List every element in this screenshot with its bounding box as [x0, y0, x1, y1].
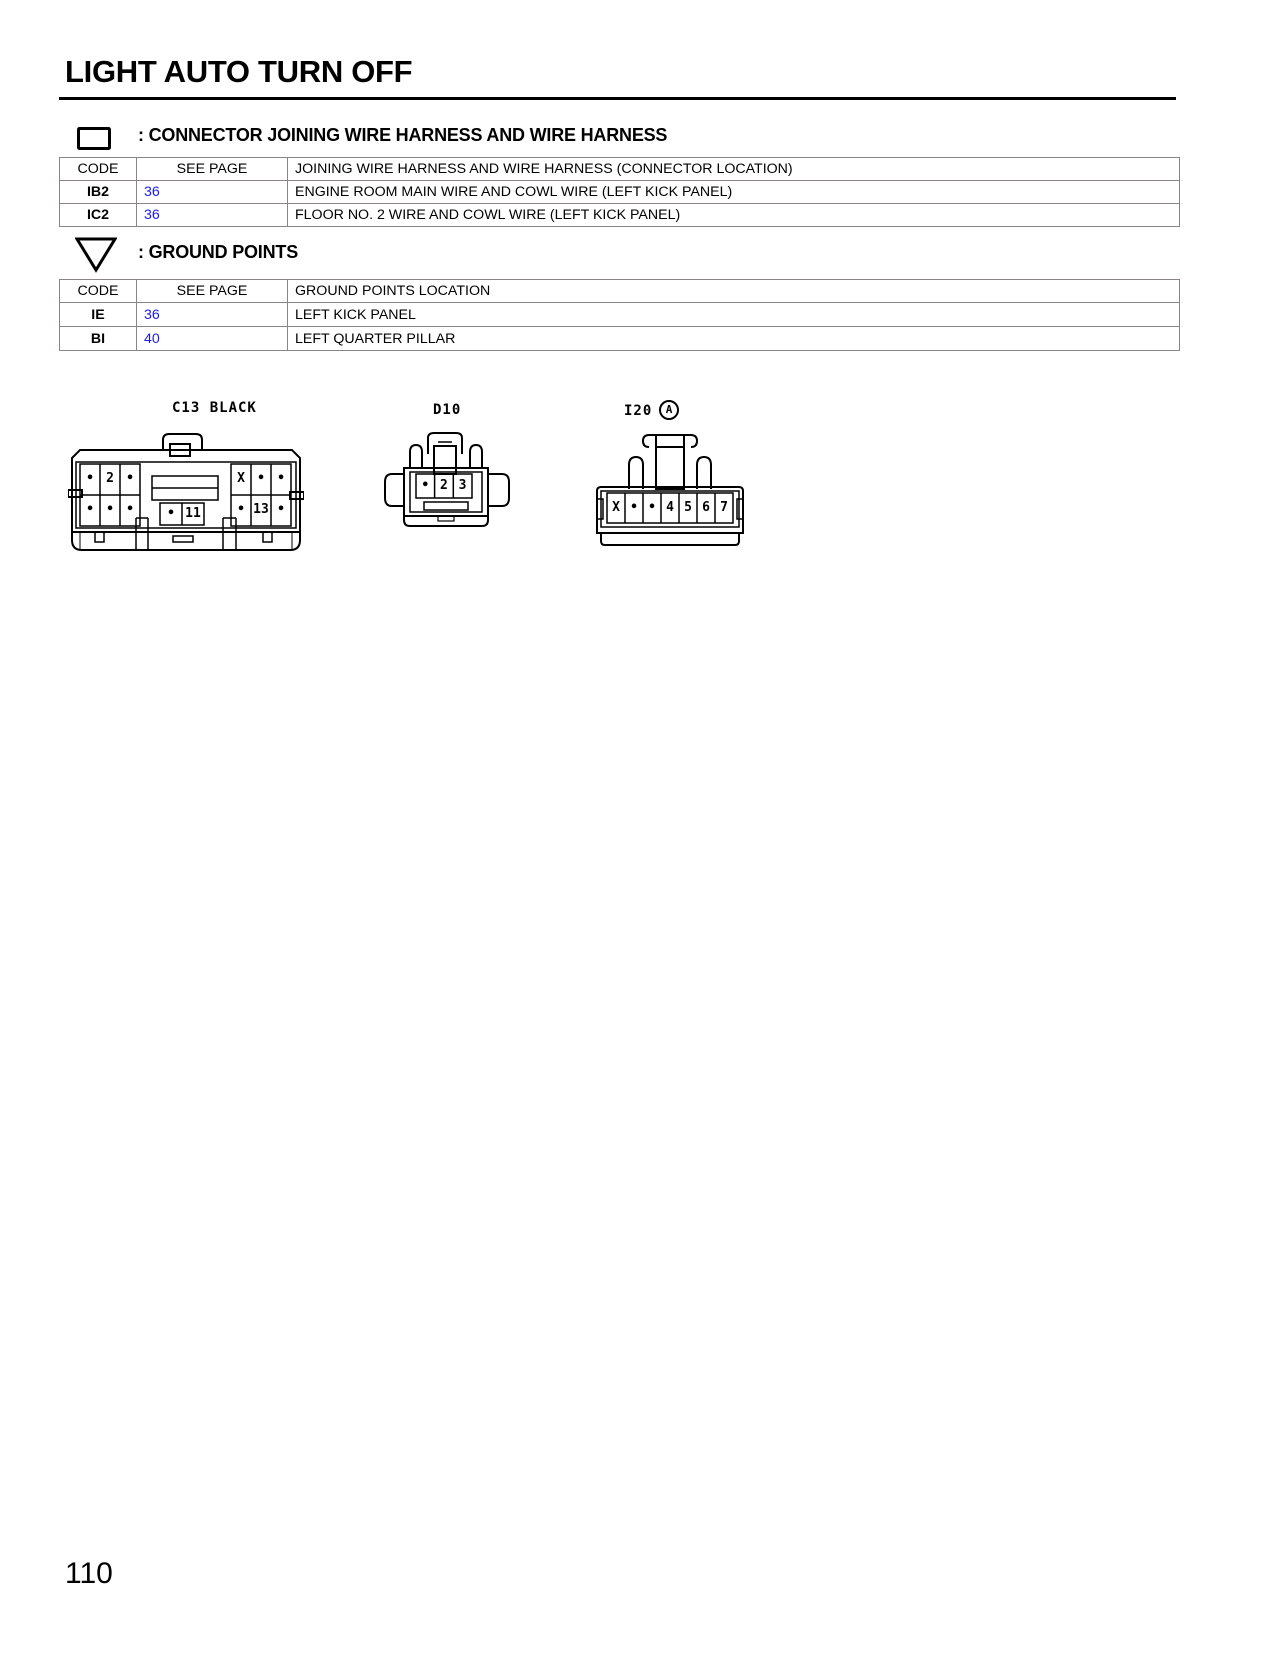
connector-table	[59, 157, 1180, 227]
table-row	[60, 327, 1180, 351]
i20-badge-a: A	[659, 400, 679, 420]
d10-pin: 2	[439, 478, 448, 493]
column-header-location: GROUND POINTS LOCATION	[288, 280, 1180, 303]
connector-c13-label: C13 BLACK	[172, 400, 257, 416]
c13-pin: •	[277, 471, 285, 486]
ground-table	[59, 279, 1180, 351]
ground-section-heading	[0, 236, 1200, 272]
c13-pins-bottom-right	[231, 502, 291, 517]
table-row	[60, 181, 1180, 204]
i20-pin: 6	[702, 500, 710, 515]
row-location: FLOOR NO. 2 WIRE AND COWL WIRE (LEFT KICK PANEL)	[288, 204, 1180, 227]
c13-pin: •	[86, 502, 94, 517]
c13-pin: •	[126, 471, 134, 486]
see-page-link[interactable]: 36	[144, 306, 160, 323]
c13-pin: •	[257, 471, 265, 486]
table-header-row	[60, 280, 1180, 303]
rectangle-connector-icon	[77, 127, 111, 156]
column-header-location: JOINING WIRE HARNESS AND WIRE HARNESS (CONNECTOR LOCATION)	[288, 158, 1180, 181]
connector-section-title: : CONNECTOR JOINING WIRE HARNESS AND WIRE HARNESS	[138, 125, 668, 145]
d10-pin: 3	[458, 478, 467, 493]
i20-pin: 5	[684, 500, 692, 515]
column-header-code: CODE	[60, 280, 137, 303]
c13-pin: 2	[106, 471, 114, 486]
connector-c13-diagram	[68, 428, 304, 558]
c13-pins-top-left	[80, 471, 140, 486]
c13-pin: •	[126, 502, 134, 517]
column-header-code: CODE	[60, 158, 137, 181]
row-code: IB2	[60, 181, 137, 204]
table-header-row	[60, 158, 1180, 181]
c13-pin: •	[167, 506, 175, 521]
i20-pins	[607, 500, 733, 515]
column-header-see-page: SEE PAGE	[137, 158, 288, 181]
c13-pin: •	[237, 502, 245, 517]
i20-pin: •	[630, 500, 638, 515]
connector-section-heading	[0, 120, 1200, 156]
see-page-link[interactable]: 36	[144, 184, 160, 200]
row-location: LEFT KICK PANEL	[288, 303, 1180, 327]
c13-pins-center	[160, 506, 204, 521]
title-rule	[59, 97, 1176, 100]
connector-i20-diagram	[593, 433, 745, 549]
row-code: IE	[60, 303, 137, 327]
connector-d10-diagram	[384, 432, 510, 528]
i20-pin: X	[612, 500, 620, 515]
ground-triangle-icon	[75, 237, 117, 278]
c13-pin: •	[277, 502, 285, 517]
i20-pin: 7	[720, 500, 728, 515]
row-location: ENGINE ROOM MAIN WIRE AND COWL WIRE (LEFT KICK PANEL)	[288, 181, 1180, 204]
row-code: IC2	[60, 204, 137, 227]
see-page-link[interactable]: 40	[144, 330, 160, 347]
c13-pin: •	[86, 471, 94, 486]
c13-pins-bottom-left	[80, 502, 140, 517]
table-row	[60, 303, 1180, 327]
see-page-link[interactable]: 36	[144, 207, 160, 223]
column-header-see-page: SEE PAGE	[137, 280, 288, 303]
i20-pin: •	[648, 500, 656, 515]
c13-pin: 13	[253, 502, 269, 517]
page-number: 110	[65, 1557, 113, 1590]
row-code: BI	[60, 327, 137, 351]
d10-pins	[416, 478, 472, 493]
i20-pin: 4	[666, 500, 674, 515]
c13-pin: X	[237, 471, 245, 486]
table-row	[60, 204, 1180, 227]
c13-pin: •	[106, 502, 114, 517]
row-location: LEFT QUARTER PILLAR	[288, 327, 1180, 351]
c13-pins-top-right	[231, 471, 291, 486]
d10-pin: •	[421, 478, 430, 493]
c13-pin: 11	[185, 506, 201, 521]
connector-i20-label: I20	[624, 403, 653, 419]
page-title: LIGHT AUTO TURN OFF	[65, 54, 413, 89]
ground-section-title: : GROUND POINTS	[138, 242, 299, 262]
connector-d10-label: D10	[433, 402, 462, 418]
